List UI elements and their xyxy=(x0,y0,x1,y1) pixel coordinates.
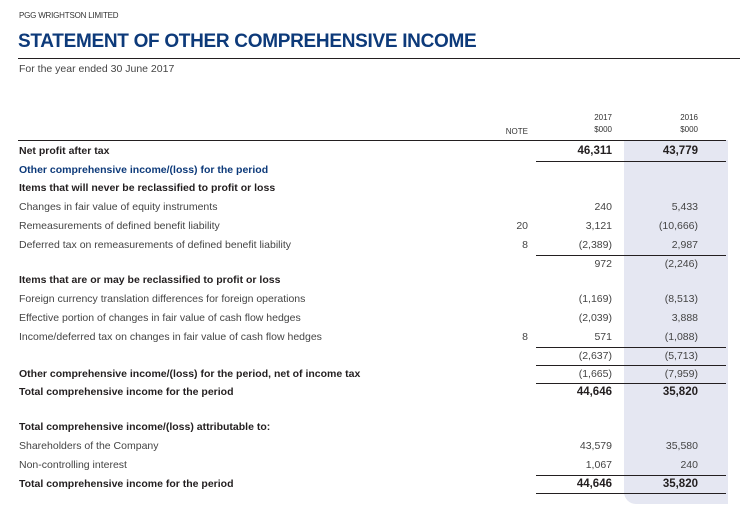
value-2017: 43,579 xyxy=(579,440,612,452)
note-ref: 20 xyxy=(516,220,528,232)
row-label: Other comprehensive income/(loss) for the period, net of income tax xyxy=(19,368,361,380)
value-2016: (10,666) xyxy=(658,220,698,232)
note-ref: 8 xyxy=(522,331,528,343)
row-deferred-tax-remeasurements xyxy=(0,237,740,255)
row-subtotal-may-be-reclassified xyxy=(0,348,740,366)
value-2016: (8,513) xyxy=(664,293,698,305)
row-label: Total comprehensive income for the period xyxy=(19,386,234,398)
value-2017: (2,637) xyxy=(578,350,612,362)
value-2017: (2,039) xyxy=(578,312,612,324)
row-label: Effective portion of changes in fair value of cash flow hedges xyxy=(19,312,301,324)
unit-2017: $000 xyxy=(594,125,612,134)
row-foreign-currency xyxy=(0,291,740,309)
row-label: Foreign currency translation differences for foreign operations xyxy=(19,293,306,305)
row-total-attributable xyxy=(0,476,740,494)
row-label: Total comprehensive income/(loss) attributable to: xyxy=(19,421,271,433)
value-2016: 35,820 xyxy=(662,386,698,398)
row-label: Items that will never be reclassified to profit or loss xyxy=(19,182,276,194)
value-2016: 240 xyxy=(680,459,698,471)
row-never-reclassified-heading xyxy=(0,180,740,198)
row-total-comprehensive-income xyxy=(0,384,740,402)
value-2016: 3,888 xyxy=(671,312,698,324)
row-label: Remeasurements of defined benefit liability xyxy=(19,220,220,232)
rule xyxy=(536,493,726,494)
row-remeasurements xyxy=(0,218,740,236)
value-2016: 2,987 xyxy=(671,239,698,251)
note-column-header: NOTE xyxy=(505,127,528,136)
value-2016: (2,246) xyxy=(664,258,698,270)
row-equity-instruments xyxy=(0,199,740,217)
row-oci-heading xyxy=(0,162,740,180)
row-may-be-reclassified-heading xyxy=(0,272,740,290)
value-2016: (5,713) xyxy=(664,350,698,362)
row-label: Other comprehensive income/(loss) for the period xyxy=(19,164,269,176)
row-shareholders xyxy=(0,438,740,456)
row-label: Non-controlling interest xyxy=(19,459,127,471)
title-divider xyxy=(18,58,740,59)
row-oci-net-of-tax xyxy=(0,366,740,384)
value-2016: (7,959) xyxy=(664,368,698,380)
year-2016: 2016 xyxy=(680,113,698,122)
row-label: Total comprehensive income for the period xyxy=(19,478,234,490)
value-2017: 1,067 xyxy=(585,459,612,471)
row-label: Net profit after tax xyxy=(19,145,110,157)
value-2017: (1,665) xyxy=(578,368,612,380)
row-label: Income/deferred tax on changes in fair value of cash flow hedges xyxy=(19,331,322,343)
value-2017: 44,646 xyxy=(576,478,612,490)
column-header-2016 xyxy=(640,112,698,136)
row-label: Deferred tax on remeasurements of defined benefit liability xyxy=(19,239,291,251)
value-2016: 35,820 xyxy=(662,478,698,490)
statement-title: STATEMENT OF OTHER COMPREHENSIVE INCOME xyxy=(18,31,477,52)
row-label: Changes in fair value of equity instruments xyxy=(19,201,218,213)
note-ref: 8 xyxy=(522,239,528,251)
row-net-profit xyxy=(0,143,740,161)
row-cash-flow-hedges xyxy=(0,310,740,328)
period-subtitle: For the year ended 30 June 2017 xyxy=(19,63,175,75)
value-2017: 972 xyxy=(594,258,612,270)
value-2016: 5,433 xyxy=(671,201,698,213)
value-2017: 46,311 xyxy=(577,145,612,157)
row-label: Items that are or may be reclassified to profit or loss xyxy=(19,274,281,286)
column-header-2017 xyxy=(560,112,612,136)
row-attributable-heading xyxy=(0,419,740,437)
value-2017: (2,389) xyxy=(578,239,612,251)
row-tax-cash-flow-hedges xyxy=(0,329,740,347)
row-non-controlling-interest xyxy=(0,457,740,475)
header-rule xyxy=(18,140,726,141)
value-2017: (1,169) xyxy=(578,293,612,305)
value-2017: 44,646 xyxy=(576,386,612,398)
unit-2016: $000 xyxy=(680,125,698,134)
value-2017: 571 xyxy=(594,331,612,343)
company-name: PGG WRIGHTSON LIMITED xyxy=(19,11,119,20)
year-2017: 2017 xyxy=(594,113,612,122)
value-2017: 3,121 xyxy=(585,220,612,232)
value-2017: 240 xyxy=(594,201,612,213)
value-2016: (1,088) xyxy=(664,331,698,343)
row-label: Shareholders of the Company xyxy=(19,440,159,452)
value-2016: 43,779 xyxy=(662,145,698,157)
value-2016: 35,580 xyxy=(665,440,698,452)
